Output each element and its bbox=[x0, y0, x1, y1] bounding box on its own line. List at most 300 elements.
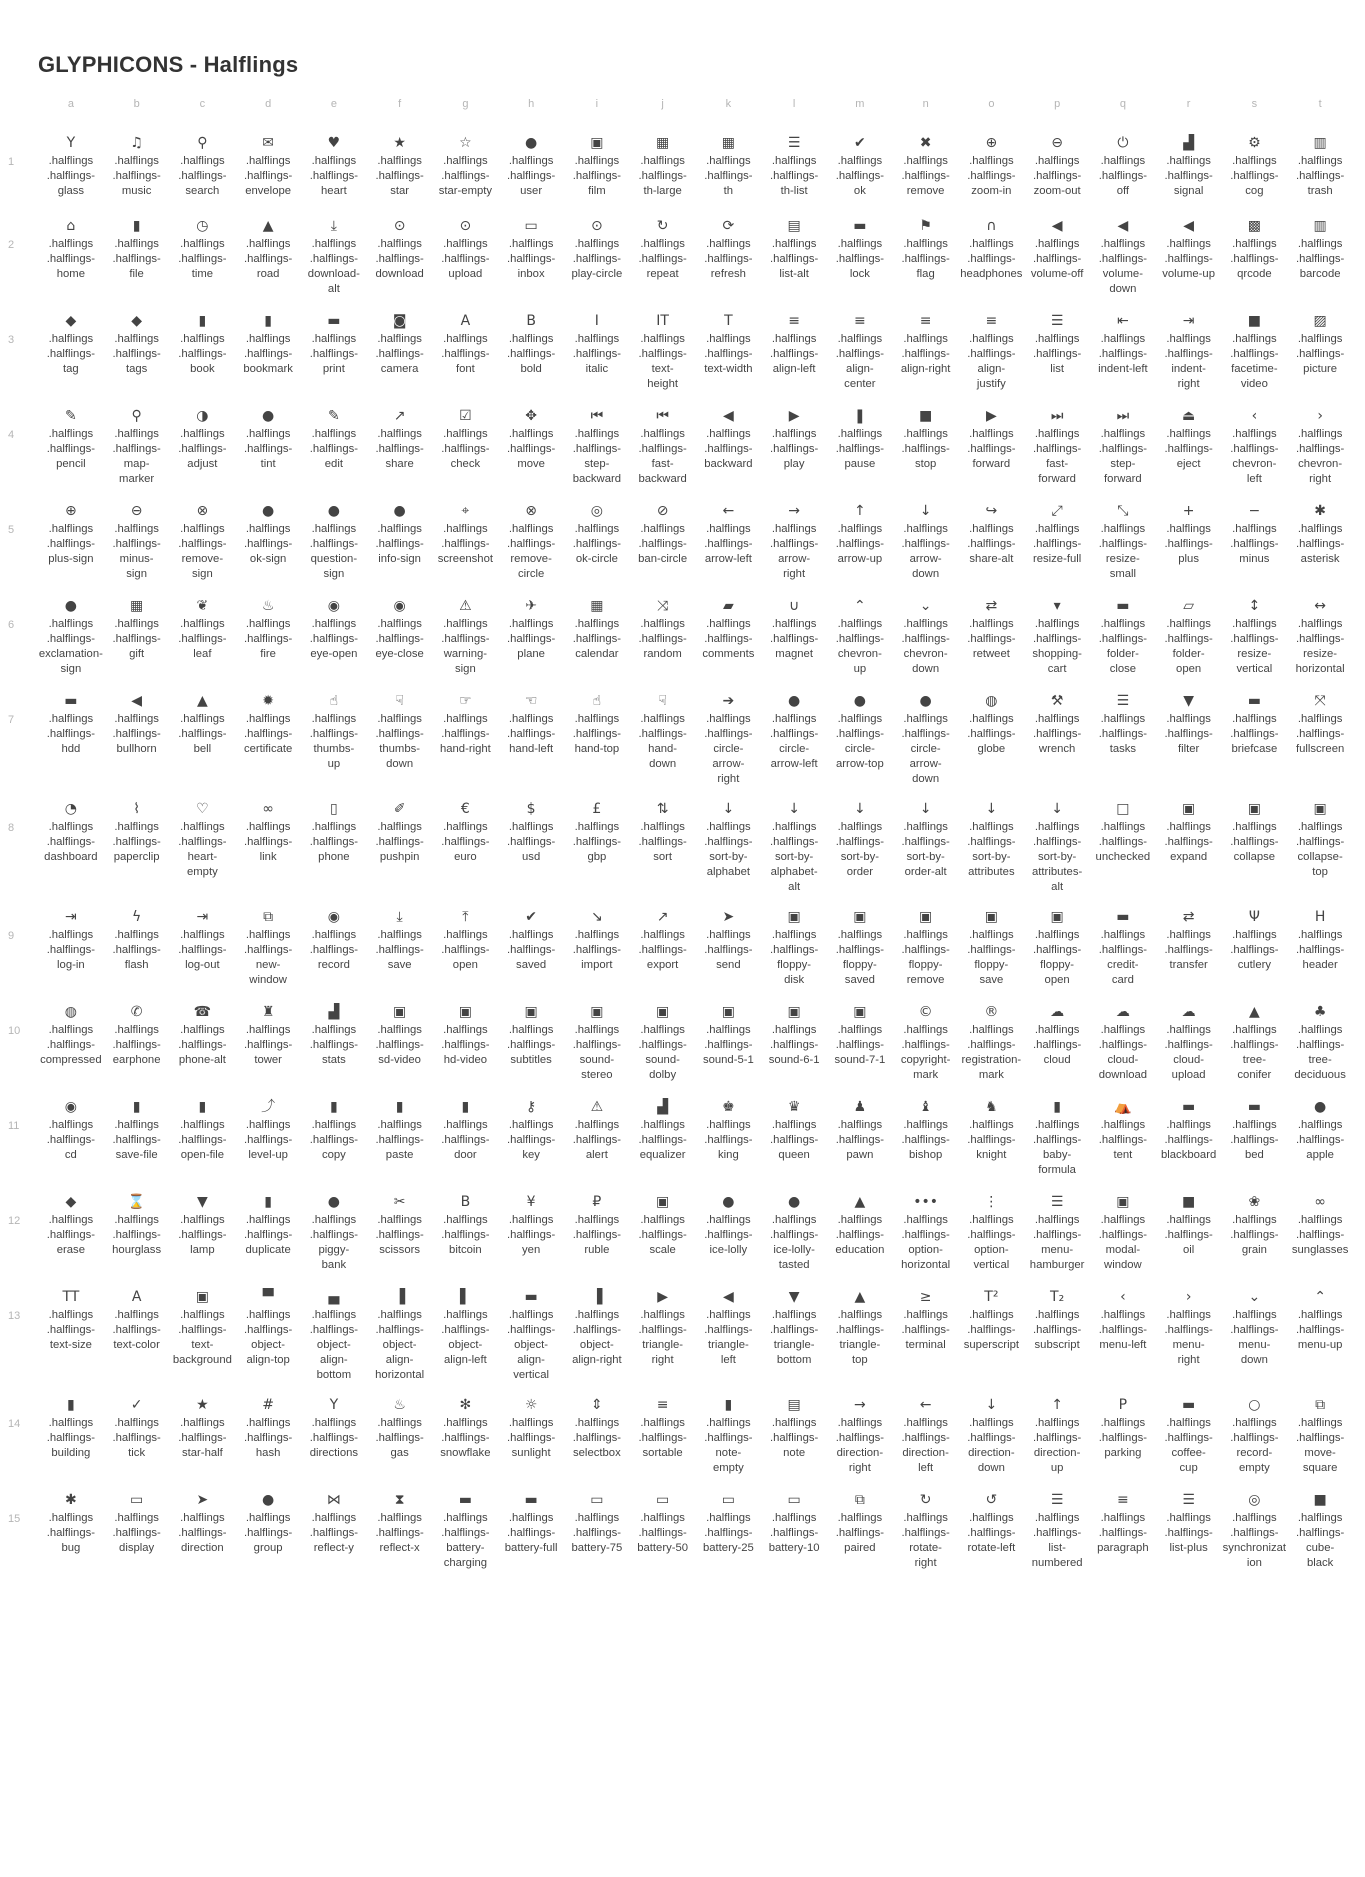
glyph-label: oil bbox=[1182, 1244, 1195, 1256]
user-icon: ● bbox=[525, 135, 538, 151]
glyph-label: .halflings- bbox=[441, 1324, 490, 1336]
glyph-label: thumbs- bbox=[313, 743, 355, 755]
glyph-label: .halflings bbox=[508, 1417, 554, 1429]
resize-horizontal-icon: ↔ bbox=[1314, 598, 1326, 614]
glyph-label: fullscreen bbox=[1295, 743, 1345, 755]
glyph-label: .halflings bbox=[508, 238, 554, 250]
play-icon: ▶ bbox=[788, 408, 800, 424]
glyph-label: .halflings bbox=[1166, 1417, 1211, 1429]
glyph-label: camera bbox=[380, 363, 419, 375]
glyph-label: battery- bbox=[446, 1542, 485, 1554]
glyph-label: .halflings bbox=[771, 713, 817, 725]
open-icon: ⤒ bbox=[462, 909, 469, 925]
glyph-label: .halflings bbox=[903, 238, 948, 250]
glyph-label: .halflings bbox=[1034, 523, 1080, 535]
glyph-label: .halflings- bbox=[441, 1527, 490, 1539]
glyph-label: .halflings- bbox=[1098, 633, 1148, 645]
glyph-label: .halflings bbox=[443, 1119, 488, 1131]
glyph-label: battery-50 bbox=[637, 1542, 689, 1554]
glyph-cell-copyright-mark bbox=[893, 1003, 959, 1098]
glyph-cell-king bbox=[696, 1098, 762, 1193]
glyph-cell-synchronization bbox=[1222, 1491, 1288, 1586]
minus-icon: − bbox=[1248, 503, 1261, 519]
column-letter: f bbox=[398, 98, 402, 110]
glyph-cell-rotate-left bbox=[959, 1491, 1025, 1586]
glyph-label: scissors bbox=[379, 1244, 421, 1256]
glyph-label: search bbox=[185, 185, 220, 197]
glyph-label: .halflings- bbox=[506, 348, 556, 360]
glyph-label: .halflings- bbox=[638, 1229, 687, 1241]
glyph-label: .halflings- bbox=[1098, 1432, 1148, 1444]
glyph-label: .halflings- bbox=[112, 1324, 161, 1336]
glyph-label: piggy- bbox=[318, 1244, 350, 1256]
glyph-label: trash bbox=[1307, 185, 1333, 197]
glyph-label: .halflings- bbox=[835, 538, 885, 550]
glyph-label: .halflings bbox=[1166, 713, 1211, 725]
check-icon: ☑ bbox=[459, 408, 472, 424]
glyph-label: .halflings bbox=[706, 1024, 751, 1036]
thumbs-up-icon: ☝ bbox=[329, 693, 339, 709]
glyph-row bbox=[0, 217, 1365, 312]
glyph-cell-copy bbox=[301, 1098, 367, 1193]
glyph-label: barcode bbox=[1299, 268, 1341, 280]
folder-close-icon: ▬ bbox=[1116, 598, 1130, 614]
glyph-label: .halflings bbox=[114, 428, 159, 440]
glyph-label: .halflings bbox=[640, 238, 685, 250]
note-empty-icon: ▮ bbox=[724, 1397, 733, 1413]
glyph-label: .halflings bbox=[640, 333, 685, 345]
glyph-label: flag bbox=[916, 268, 935, 280]
glyph-label: .halflings- bbox=[375, 1134, 424, 1146]
glyph-label: hash bbox=[255, 1447, 281, 1459]
glyph-label: collapse- bbox=[1297, 851, 1343, 863]
glyph-cell-new-window bbox=[235, 908, 301, 1003]
glyph-label: .halflings bbox=[114, 1309, 159, 1321]
glyph-label: .halflings- bbox=[638, 253, 687, 265]
column-letter: j bbox=[661, 98, 664, 110]
glyph-label: resize- bbox=[1237, 648, 1272, 660]
glyph-label: text- bbox=[651, 363, 674, 375]
cloud-icon: ☁ bbox=[1050, 1004, 1065, 1020]
glyph-label: down bbox=[1109, 283, 1137, 295]
glyph-cell-refresh bbox=[696, 217, 762, 312]
glyph-label: .halflings bbox=[771, 155, 817, 167]
glyph-label: .halflings bbox=[443, 713, 488, 725]
row-number: 14 bbox=[8, 1418, 21, 1430]
glyph-cell-collapse bbox=[1222, 800, 1288, 908]
glyph-label: .halflings bbox=[771, 1119, 817, 1131]
glyph-cell-facetime-video bbox=[1222, 312, 1288, 407]
italic-icon: I bbox=[594, 313, 599, 329]
glyph-cell-sound-5-1 bbox=[696, 1003, 762, 1098]
glyph-label: .halflings bbox=[508, 523, 554, 535]
glyph-label: copyright- bbox=[900, 1054, 951, 1066]
glyph-cell-align-justify bbox=[959, 312, 1025, 407]
glyph-label: download bbox=[1098, 1069, 1148, 1081]
glyph-label: .halflings- bbox=[46, 1229, 96, 1241]
ban-circle-icon: ⊘ bbox=[656, 503, 669, 519]
glyph-cell-file bbox=[104, 217, 170, 312]
glyph-label: credit- bbox=[1107, 959, 1139, 971]
group-icon: ● bbox=[262, 1492, 275, 1508]
column-letter: p bbox=[1054, 98, 1061, 110]
glyph-label: .halflings- bbox=[441, 944, 490, 956]
glyph-label: .halflings bbox=[1166, 929, 1211, 941]
glyph-label: blackboard bbox=[1160, 1149, 1217, 1161]
glyph-label: cloud- bbox=[1107, 1054, 1139, 1066]
glyph-label: down bbox=[912, 568, 940, 580]
glyph-label: .halflings bbox=[48, 238, 94, 250]
glyph-label: .halflings bbox=[574, 523, 620, 535]
scale-icon: ▣ bbox=[656, 1194, 670, 1210]
glyph-label: upload bbox=[1171, 1069, 1206, 1081]
glyph-cell-save bbox=[367, 908, 433, 1003]
glyph-label: .halflings- bbox=[112, 1527, 161, 1539]
glyph-label: .halflings- bbox=[375, 1229, 424, 1241]
glyph-label: .halflings- bbox=[1295, 1527, 1345, 1539]
glyph-label: group bbox=[253, 1542, 283, 1554]
glyph-label: .halflings- bbox=[1032, 1324, 1082, 1336]
glyph-label: .halflings bbox=[48, 1417, 94, 1429]
glyph-label: .halflings bbox=[443, 333, 488, 345]
glyph-label: .halflings bbox=[1297, 929, 1343, 941]
glyph-label: expand bbox=[1170, 851, 1208, 863]
glyph-label: .halflings- bbox=[178, 728, 227, 740]
glyph-cell-open bbox=[433, 908, 499, 1003]
glyph-label: .halflings- bbox=[572, 944, 622, 956]
oil-icon: ■ bbox=[1182, 1194, 1196, 1210]
glyph-label: .halflings bbox=[1297, 821, 1343, 833]
backward-icon: ◀ bbox=[722, 408, 734, 424]
glyph-label: direction- bbox=[1033, 1447, 1081, 1459]
glyph-label: center bbox=[844, 378, 876, 390]
glyph-label: fire bbox=[260, 648, 276, 660]
glyph-label: .halflings- bbox=[967, 253, 1016, 265]
glyph-label: .halflings bbox=[443, 1214, 488, 1226]
glyph-cell-floppy-disk bbox=[761, 908, 827, 1003]
glyph-label: direction- bbox=[836, 1447, 884, 1459]
glyph-cell-minus bbox=[1222, 502, 1288, 597]
glyph-cell-hash bbox=[235, 1396, 301, 1491]
glyph-cell-briefcase bbox=[1222, 692, 1288, 800]
chevron-down-icon: ⌄ bbox=[919, 598, 932, 614]
glyph-label: .halflings bbox=[903, 618, 948, 630]
glyph-cell-hand-top bbox=[564, 692, 630, 800]
glyph-label: adjust bbox=[187, 458, 218, 470]
glyph-cell-gas bbox=[367, 1396, 433, 1491]
download-alt-icon: ⤓ bbox=[330, 218, 337, 234]
record-empty-icon: ○ bbox=[1248, 1397, 1261, 1413]
volume-off-icon: ◀ bbox=[1051, 218, 1063, 234]
headphones-icon: ∩ bbox=[986, 218, 997, 234]
glyph-label: .halflings- bbox=[835, 633, 885, 645]
glyph-label: note bbox=[783, 1447, 806, 1459]
glyph-cell-pawn bbox=[827, 1098, 893, 1193]
glyph-label: .halflings bbox=[903, 821, 948, 833]
glyph-label: .halflings bbox=[245, 238, 291, 250]
arrow-right-icon: → bbox=[788, 503, 800, 519]
glyph-label: sort bbox=[653, 851, 673, 863]
glyph-label: .halflings bbox=[245, 1512, 291, 1524]
battery-50-icon: ▭ bbox=[656, 1492, 670, 1508]
cd-icon: ◉ bbox=[64, 1099, 77, 1115]
sound-stereo-icon: ▣ bbox=[590, 1004, 604, 1020]
glyph-cell-gbp bbox=[564, 800, 630, 908]
duplicate-icon: ▮ bbox=[264, 1194, 272, 1210]
glyph-label: .halflings- bbox=[1164, 538, 1213, 550]
glyph-cell-ok-circle bbox=[564, 502, 630, 597]
glyph-label: .halflings- bbox=[375, 538, 424, 550]
glyph-cell-cloud-upload bbox=[1156, 1003, 1222, 1098]
glyph-label: triangle- bbox=[707, 1339, 749, 1351]
glyph-cell-headphones bbox=[959, 217, 1025, 312]
glyph-label: alt bbox=[1051, 881, 1064, 893]
glyph-label: .halflings bbox=[508, 821, 554, 833]
glyph-label: .halflings bbox=[114, 1119, 159, 1131]
ok-circle-icon: ◎ bbox=[590, 503, 603, 519]
glyph-label: .halflings- bbox=[178, 1134, 227, 1146]
glyph-label: .halflings- bbox=[309, 1039, 359, 1051]
glyph-cell-zoom-out bbox=[1024, 134, 1090, 217]
glyph-label: triangle- bbox=[773, 1339, 815, 1351]
glyph-label: .halflings- bbox=[309, 348, 359, 360]
glyph-label: .halflings- bbox=[1164, 944, 1213, 956]
glyph-cell-trash bbox=[1287, 134, 1353, 217]
glyph-label: ice-lolly bbox=[709, 1244, 748, 1256]
glyph-label: .halflings- bbox=[309, 443, 359, 455]
glyph-label: .halflings- bbox=[967, 170, 1016, 182]
glyph-cell-folder-open bbox=[1156, 597, 1222, 692]
glyph-cell-exclamation-sign bbox=[38, 597, 104, 692]
glyph-cell-baby-formula bbox=[1024, 1098, 1090, 1193]
glyph-label: .halflings- bbox=[375, 1527, 424, 1539]
info-sign-icon: ● bbox=[393, 503, 406, 519]
glyph-label: .halflings bbox=[443, 1024, 488, 1036]
glyph-label: .halflings bbox=[377, 618, 422, 630]
refresh-icon: ⟳ bbox=[722, 218, 735, 234]
column-letter: e bbox=[330, 98, 337, 110]
glyph-label: .halflings- bbox=[704, 170, 753, 182]
glyph-cell-check bbox=[433, 407, 499, 502]
glyph-label: .halflings bbox=[1297, 1417, 1343, 1429]
column-letter: l bbox=[792, 98, 796, 110]
glyph-label: .halflings- bbox=[1164, 253, 1213, 265]
star-half-icon: ★ bbox=[196, 1397, 209, 1413]
glyph-label: facetime- bbox=[1231, 363, 1278, 375]
glyph-label: left bbox=[720, 1354, 736, 1366]
sound-5-1-icon: ▣ bbox=[721, 1004, 735, 1020]
glyph-label: .halflings bbox=[48, 523, 94, 535]
glyph-label: .halflings bbox=[771, 929, 817, 941]
unchecked-icon: □ bbox=[1116, 801, 1130, 817]
glyph-label: .halflings bbox=[311, 238, 357, 250]
glyph-label: .halflings bbox=[311, 333, 357, 345]
glyph-label: charging bbox=[443, 1557, 488, 1569]
glyph-label: .halflings bbox=[1034, 713, 1080, 725]
adjust-icon: ◑ bbox=[196, 408, 209, 424]
glyph-label: .halflings bbox=[1232, 428, 1277, 440]
glyph-label: .halflings bbox=[771, 1024, 817, 1036]
column-letter: b bbox=[133, 98, 140, 110]
glyph-cell-triangle-bottom bbox=[761, 1288, 827, 1396]
glyph-label: step- bbox=[584, 458, 610, 470]
glyph-cell-minus-sign bbox=[104, 502, 170, 597]
glyph-label: .halflings bbox=[574, 1214, 620, 1226]
apple-icon: ● bbox=[1314, 1099, 1327, 1115]
glyph-cell-remove-circle bbox=[498, 502, 564, 597]
glyph-label: font bbox=[455, 363, 475, 375]
glyph-row bbox=[0, 597, 1365, 692]
glyph-label: .halflings- bbox=[178, 348, 227, 360]
paired-icon: ⧉ bbox=[854, 1492, 865, 1508]
play-circle-icon: ⊙ bbox=[591, 218, 603, 234]
glyph-label: arrow-left bbox=[770, 758, 818, 770]
earphone-icon: ✆ bbox=[130, 1004, 143, 1020]
glyph-label: stats bbox=[321, 1054, 346, 1066]
glyph-label: floppy- bbox=[974, 959, 1009, 971]
glyph-label: .halflings- bbox=[178, 1039, 227, 1051]
glyph-cell-tower bbox=[235, 1003, 301, 1098]
glyph-label: volume-off bbox=[1030, 268, 1084, 280]
cube-black-icon: ■ bbox=[1313, 1492, 1327, 1508]
glyph-label: .halflings bbox=[837, 238, 883, 250]
expand-icon: ▣ bbox=[1182, 801, 1196, 817]
glyph-label: .halflings- bbox=[178, 633, 227, 645]
glyph-label: .halflings bbox=[574, 1024, 620, 1036]
glyph-label: plane bbox=[517, 648, 545, 660]
glyph-label: backward bbox=[704, 458, 753, 470]
key-icon: ⚷ bbox=[525, 1099, 537, 1115]
sunglasses-icon: ∞ bbox=[1314, 1194, 1326, 1210]
glyph-label: left bbox=[918, 1462, 934, 1474]
glyph-label: .halflings- bbox=[178, 1432, 227, 1444]
glyph-label: list-alt bbox=[779, 268, 809, 280]
glyph-label: .halflings bbox=[377, 1417, 422, 1429]
glyph-label: pause bbox=[844, 458, 876, 470]
glyph-label: .halflings bbox=[1232, 821, 1277, 833]
glyph-label: remove- bbox=[181, 553, 224, 565]
glyph-label: .halflings- bbox=[506, 728, 556, 740]
gbp-icon: £ bbox=[592, 801, 602, 817]
glyph-label: header bbox=[1302, 959, 1338, 971]
glyph-label: .halflings- bbox=[112, 1134, 161, 1146]
glyph-label: grain bbox=[1241, 1244, 1267, 1256]
glyph-label: sound-5-1 bbox=[702, 1054, 754, 1066]
glyph-label: .halflings- bbox=[901, 348, 950, 360]
glyph-cell-volume-down bbox=[1090, 217, 1156, 312]
glyph-cell-step-forward bbox=[1090, 407, 1156, 502]
export-icon: ↗ bbox=[656, 909, 669, 925]
modal-window-icon: ▣ bbox=[1116, 1194, 1130, 1210]
glyph-label: .halflings- bbox=[572, 836, 622, 848]
glyph-label: .halflings- bbox=[572, 1134, 622, 1146]
glyph-label: .halflings bbox=[114, 1214, 159, 1226]
glyph-label: .halflings bbox=[574, 821, 620, 833]
glyph-label: .halflings- bbox=[375, 728, 424, 740]
glyph-label: horizontal bbox=[375, 1369, 425, 1381]
glyph-label: .halflings bbox=[245, 1309, 291, 1321]
glyph-label: .halflings bbox=[771, 238, 817, 250]
glyph-label: .halflings- bbox=[375, 1039, 424, 1051]
glyph-label: .halflings bbox=[1232, 1024, 1277, 1036]
glyph-cell-globe bbox=[959, 692, 1025, 800]
envelope-icon: ✉ bbox=[262, 135, 274, 151]
glyph-label: floppy- bbox=[777, 959, 812, 971]
glyph-label: paragraph bbox=[1097, 1542, 1149, 1554]
direction-icon: ➤ bbox=[196, 1492, 209, 1508]
glyph-cell-play-circle bbox=[564, 217, 630, 312]
glyph-label: star bbox=[390, 185, 410, 197]
glyph-label: .halflings bbox=[903, 1024, 948, 1036]
glyph-label: sort-by- bbox=[1037, 851, 1077, 863]
glyph-cell-asterisk bbox=[1287, 502, 1353, 597]
glyph-label: inbox bbox=[517, 268, 545, 280]
glyph-cell-floppy-saved bbox=[827, 908, 893, 1003]
plus-sign-icon: ⊕ bbox=[65, 503, 77, 519]
lock-icon: ▬ bbox=[853, 218, 867, 234]
glyph-cell-upload bbox=[433, 217, 499, 312]
glyph-label: .halflings- bbox=[112, 1039, 161, 1051]
glyph-label: .halflings bbox=[377, 713, 422, 725]
glyph-label: attributes- bbox=[1032, 866, 1083, 878]
glyph-label: .halflings bbox=[640, 1214, 685, 1226]
glyph-label: book bbox=[190, 363, 215, 375]
glyph-label: .halflings bbox=[1297, 333, 1343, 345]
glyph-cell-heart-empty bbox=[170, 800, 236, 908]
glyph-cell-fast-backward bbox=[630, 407, 696, 502]
glyph-label: .halflings bbox=[180, 333, 225, 345]
glyph-label: .halflings- bbox=[769, 538, 819, 550]
glyph-cell-sort-by-alphabet-alt bbox=[761, 800, 827, 908]
glyph-label: .halflings- bbox=[835, 944, 885, 956]
glyph-label: lock bbox=[849, 268, 870, 280]
glyph-label: triangle- bbox=[839, 1339, 881, 1351]
glyph-label: .halflings- bbox=[1295, 836, 1345, 848]
glyph-label: .halflings bbox=[1297, 1214, 1343, 1226]
glyph-label: .halflings- bbox=[835, 253, 885, 265]
lamp-icon: ▼ bbox=[196, 1194, 208, 1210]
glyph-label: .halflings- bbox=[704, 1324, 753, 1336]
glyph-label: gift bbox=[129, 648, 145, 660]
glyph-label: .halflings bbox=[1034, 1309, 1080, 1321]
glyph-label: synchronization bbox=[1222, 1542, 1287, 1569]
glyph-cell-hand-right bbox=[433, 692, 499, 800]
glyph-label: hd-video bbox=[443, 1054, 488, 1066]
glyph-label: queen bbox=[778, 1149, 810, 1161]
battery-25-icon: ▭ bbox=[721, 1492, 735, 1508]
glyph-label: .halflings- bbox=[901, 1324, 950, 1336]
glyph-cell-zoom-in bbox=[959, 134, 1025, 217]
glyph-label: .halflings- bbox=[967, 728, 1016, 740]
glyph-label: .halflings- bbox=[769, 1134, 819, 1146]
glyph-cell-certificate bbox=[235, 692, 301, 800]
glyph-label: sound- bbox=[579, 1054, 615, 1066]
tent-icon: ⛺ bbox=[1114, 1099, 1132, 1115]
glyph-label: directions bbox=[309, 1447, 359, 1459]
glyph-label: hand-right bbox=[439, 743, 491, 755]
glyph-label: pencil bbox=[56, 458, 86, 470]
glyph-label: marker bbox=[119, 473, 155, 485]
glyph-cell-option-vertical bbox=[959, 1193, 1025, 1288]
glyph-label: .halflings- bbox=[243, 728, 293, 740]
glyph-label: .halflings- bbox=[572, 443, 622, 455]
glyph-label: .halflings- bbox=[243, 1527, 293, 1539]
glyph-label: .halflings bbox=[245, 929, 291, 941]
glyph-label: .halflings bbox=[706, 821, 751, 833]
glyph-label: .halflings bbox=[837, 929, 883, 941]
glyph-cell-time bbox=[170, 217, 236, 312]
knight-icon: ♞ bbox=[985, 1099, 998, 1115]
